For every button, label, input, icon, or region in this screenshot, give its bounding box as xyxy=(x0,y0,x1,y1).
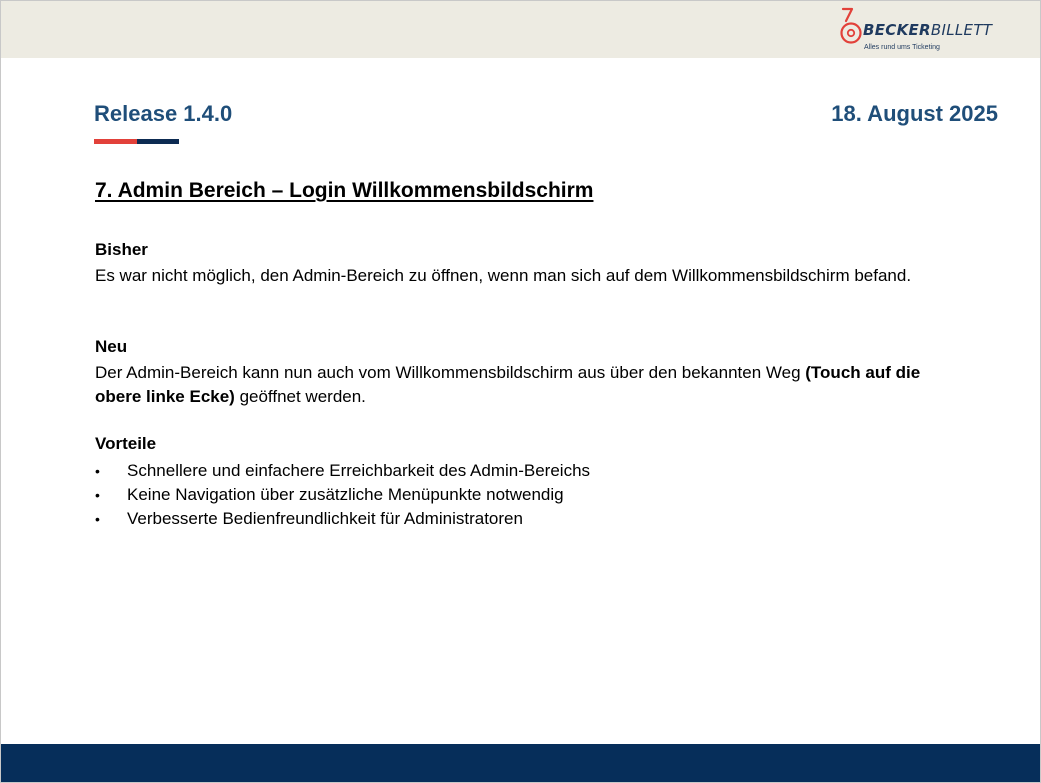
accent-bar-navy xyxy=(137,139,179,144)
release-version: Release 1.4.0 xyxy=(94,101,233,126)
bullet-icon: • xyxy=(95,511,100,527)
bisher-text: Es war nicht möglich, den Admin-Bereich zu öffnen, wenn man sich auf dem Willkommensbildschirm befand. xyxy=(95,266,912,285)
logo-brand-regular: BILLETT xyxy=(930,21,993,39)
neu-text xyxy=(95,361,965,409)
neu-label: Neu xyxy=(95,337,128,356)
becker-billett-logo xyxy=(839,7,999,55)
bisher-label: Bisher xyxy=(95,240,148,259)
neu-text-part1: Der Admin-Bereich kann nun auch vom Willkommensbildschirm aus über den bekannten Weg xyxy=(95,363,806,382)
accent-bar-red xyxy=(94,139,137,144)
vorteile-label: Vorteile xyxy=(95,434,157,453)
bullet-icon: • xyxy=(95,487,100,503)
logo-b-mark-icon xyxy=(839,7,865,47)
logo-brand-bold: BECKER xyxy=(863,21,931,39)
vorteil-text: Verbesserte Bedienfreundlichkeit für Administratoren xyxy=(127,509,523,528)
footer-band xyxy=(1,744,1040,782)
bullet-icon: • xyxy=(95,463,100,479)
neu-text-bold: (Touch auf die obere linke Ecke) xyxy=(95,363,921,406)
logo-tagline: Alles rund ums Ticketing xyxy=(864,44,940,51)
vorteil-text: Keine Navigation über zusätzliche Menüpunkte notwendig xyxy=(127,485,564,504)
section-title: 7. Admin Bereich – Login Willkommensbildschirm xyxy=(95,179,594,202)
header-band xyxy=(1,1,1040,58)
vorteil-text: Schnellere und einfachere Erreichbarkeit des Admin-Bereichs xyxy=(127,461,591,480)
neu-text-part2: geöffnet werden. xyxy=(234,387,366,406)
logo-wordmark xyxy=(863,21,992,39)
release-date: 18. August 2025 xyxy=(831,101,998,126)
